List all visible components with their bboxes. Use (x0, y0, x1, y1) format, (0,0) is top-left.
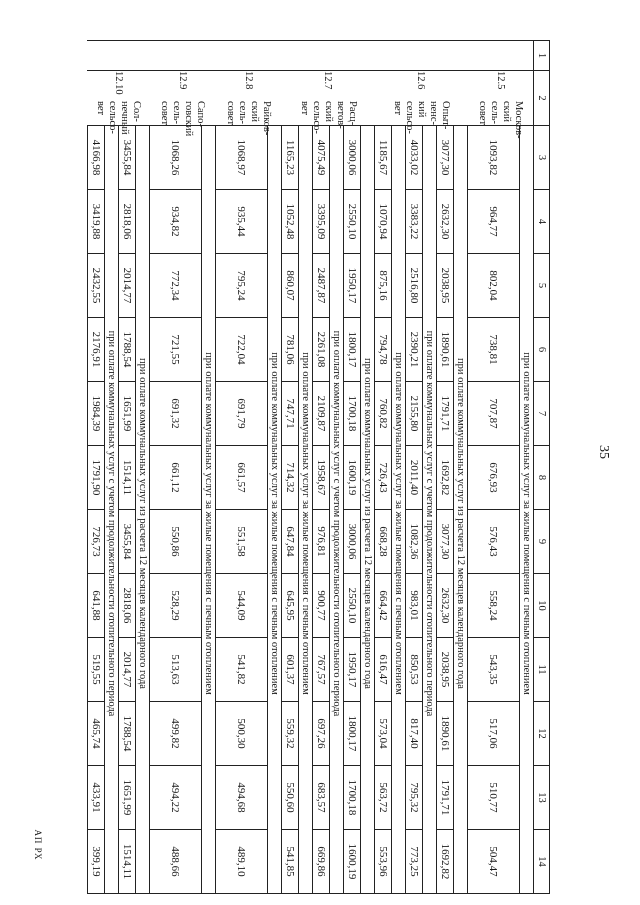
value-cell: 1070,94 (375, 190, 392, 254)
column-header: 6 (534, 318, 550, 382)
value-row (313, 41, 330, 894)
value-cell: 900,77 (313, 574, 330, 638)
value-cell: 4166,98 (88, 126, 105, 190)
value-cell: 1185,67 (375, 126, 392, 190)
column-header: 11 (534, 638, 550, 702)
value-cell: 1700,18 (344, 766, 361, 830)
value-row (282, 41, 299, 894)
value-cell: 794,78 (375, 318, 392, 382)
value-cell: 2014,77 (119, 638, 136, 702)
column-header: 10 (534, 574, 550, 638)
value-cell: 964,77 (468, 190, 520, 254)
column-header: 9 (534, 510, 550, 574)
value-cell: 714,32 (282, 446, 299, 510)
value-cell: 494,68 (216, 766, 268, 830)
value-cell: 1788,54 (119, 702, 136, 766)
note-text: при оплате коммунальных услуг за жилые помещения с печным отоплением (202, 126, 216, 894)
column-header: 8 (534, 446, 550, 510)
value-cell: 781,06 (282, 318, 299, 382)
value-row (344, 41, 361, 894)
value-cell: 3383,22 (406, 190, 423, 254)
note-row (299, 41, 313, 894)
value-cell: 983,01 (406, 574, 423, 638)
value-row (437, 41, 454, 894)
value-cell: 1800,17 (344, 702, 361, 766)
value-row (88, 41, 105, 894)
value-cell: 1958,67 (313, 446, 330, 510)
value-cell: 683,57 (313, 766, 330, 830)
value-cell: 1791,90 (88, 446, 105, 510)
value-cell: 1068,26 (150, 126, 202, 190)
value-cell: 551,58 (216, 510, 268, 574)
value-cell: 1984,39 (88, 382, 105, 446)
value-cell: 1791,71 (437, 382, 454, 446)
note-text: при оплате коммунальных услуг из расчета 12 месяцев календарного года (136, 126, 150, 894)
value-cell: 726,43 (375, 446, 392, 510)
municipality-name: Опыт-ненс-кий сельсо-вет (375, 71, 468, 126)
value-cell: 489,10 (216, 830, 268, 894)
value-cell: 661,57 (216, 446, 268, 510)
value-row (216, 41, 268, 894)
value-cell: 817,40 (406, 702, 423, 766)
column-header: 5 (534, 254, 550, 318)
value-cell: 513,63 (150, 638, 202, 702)
row-number: 12.6 (375, 41, 468, 71)
value-cell: 2390,21 (406, 318, 423, 382)
column-header: 2 (534, 71, 550, 126)
value-cell: 1651,99 (119, 382, 136, 446)
value-cell: 1800,17 (344, 318, 361, 382)
value-cell: 1052,48 (282, 190, 299, 254)
column-header: 1 (534, 41, 550, 71)
value-cell: 3419,88 (88, 190, 105, 254)
value-cell: 2550,10 (344, 574, 361, 638)
value-cell: 573,04 (375, 702, 392, 766)
value-cell: 860,07 (282, 254, 299, 318)
value-cell: 1950,17 (344, 254, 361, 318)
column-header: 13 (534, 766, 550, 830)
value-cell: 1082,36 (406, 510, 423, 574)
note-text: при оплате коммунальных услуг из расчета 12 месяцев календарного года (361, 126, 375, 894)
note-text: при оплате коммунальных услуг с учетом продолжительности отопительного периода (105, 126, 119, 894)
value-cell: 499,82 (150, 702, 202, 766)
value-cell: 543,35 (468, 638, 520, 702)
value-cell: 1600,19 (344, 830, 361, 894)
value-cell: 1890,61 (437, 318, 454, 382)
note-text: при оплате коммунальных услуг за жилые помещения с печным отоплением (268, 126, 282, 894)
tariff-table (84, 40, 550, 889)
footer-mark: АП РХ (33, 829, 43, 861)
column-header: 12 (534, 702, 550, 766)
value-cell: 875,16 (375, 254, 392, 318)
value-cell: 2155,80 (406, 382, 423, 446)
value-cell: 641,88 (88, 574, 105, 638)
value-cell: 707,87 (468, 382, 520, 446)
value-cell: 1700,18 (344, 382, 361, 446)
value-cell: 1651,99 (119, 766, 136, 830)
value-cell: 4033,02 (406, 126, 423, 190)
value-cell: 510,77 (468, 766, 520, 830)
value-cell: 722,04 (216, 318, 268, 382)
value-cell: 528,29 (150, 574, 202, 638)
value-row (468, 41, 520, 894)
value-row (406, 41, 423, 894)
note-text: при оплате коммунальных услуг за жилые помещения с печным отоплением (520, 126, 534, 894)
value-cell: 563,72 (375, 766, 392, 830)
note-row (392, 41, 406, 894)
value-cell: 601,37 (282, 638, 299, 702)
note-text: при оплате коммунальных услуг из расчета 12 месяцев календарного года (454, 126, 468, 894)
value-cell: 1890,61 (437, 702, 454, 766)
municipality-name: Сапо-говский сель-совет (150, 71, 216, 126)
note-row (361, 41, 375, 894)
note-row (423, 41, 437, 894)
note-row (330, 41, 344, 894)
value-cell: 726,73 (88, 510, 105, 574)
column-header: 14 (534, 830, 550, 894)
value-cell: 399,19 (88, 830, 105, 894)
value-row (150, 41, 202, 894)
row-number: 12.5 (468, 41, 534, 71)
value-cell: 3455,84 (119, 126, 136, 190)
value-cell: 494,22 (150, 766, 202, 830)
value-cell: 2432,55 (88, 254, 105, 318)
value-cell: 2632,30 (437, 574, 454, 638)
value-cell: 576,43 (468, 510, 520, 574)
value-cell: 773,25 (406, 830, 423, 894)
value-cell: 553,96 (375, 830, 392, 894)
note-row (454, 41, 468, 894)
value-cell: 1788,54 (119, 318, 136, 382)
value-cell: 2550,10 (344, 190, 361, 254)
value-cell: 2261,08 (313, 318, 330, 382)
value-cell: 1950,17 (344, 638, 361, 702)
value-cell: 2632,30 (437, 190, 454, 254)
note-row (202, 41, 216, 894)
value-cell: 517,06 (468, 702, 520, 766)
value-cell: 2011,40 (406, 446, 423, 510)
row-number: 12.9 (150, 41, 216, 71)
note-row (136, 41, 150, 894)
municipality-name: Москов-ский сель-совет (468, 71, 534, 126)
value-cell: 1692,82 (437, 446, 454, 510)
value-cell: 934,82 (150, 190, 202, 254)
value-cell: 738,81 (468, 318, 520, 382)
value-cell: 500,30 (216, 702, 268, 766)
value-cell: 504,47 (468, 830, 520, 894)
value-cell: 664,42 (375, 574, 392, 638)
value-cell: 697,26 (313, 702, 330, 766)
data-table (87, 40, 550, 894)
value-cell: 4075,49 (313, 126, 330, 190)
value-row (119, 41, 136, 894)
note-text: при оплате коммунальных услуг за жилые помещения с печным отоплением (299, 126, 313, 894)
value-cell: 795,24 (216, 254, 268, 318)
header-row (534, 41, 550, 894)
value-cell: 767,57 (313, 638, 330, 702)
value-row (375, 41, 392, 894)
value-cell: 668,28 (375, 510, 392, 574)
note-text: при оплате коммунальных услуг с учетом продолжительности отопительного периода (330, 126, 344, 894)
value-cell: 669,86 (313, 830, 330, 894)
value-cell: 2014,77 (119, 254, 136, 318)
row-number: 12.7 (282, 41, 375, 71)
value-cell: 2176,91 (88, 318, 105, 382)
value-cell: 691,79 (216, 382, 268, 446)
value-cell: 1600,19 (344, 446, 361, 510)
municipality-name: Расц-ветов-ский сельсо-вет (282, 71, 375, 126)
value-cell: 2109,87 (313, 382, 330, 446)
value-cell: 721,55 (150, 318, 202, 382)
row-number: 12.10 (88, 41, 150, 71)
value-cell: 2038,95 (437, 638, 454, 702)
note-text: при оплате коммунальных услуг за жилые помещения с печным отоплением (392, 126, 406, 894)
municipality-name: Сол-нечный сельсо-вет (88, 71, 150, 126)
value-cell: 488,66 (150, 830, 202, 894)
note-text: при оплате коммунальных услуг с учетом продолжительности отопительного периода (423, 126, 437, 894)
value-cell: 550,86 (150, 510, 202, 574)
note-row (520, 41, 534, 894)
value-cell: 433,91 (88, 766, 105, 830)
value-cell: 541,82 (216, 638, 268, 702)
value-cell: 2818,06 (119, 574, 136, 638)
value-cell: 3000,06 (344, 126, 361, 190)
value-cell: 519,55 (88, 638, 105, 702)
value-cell: 465,74 (88, 702, 105, 766)
value-cell: 616,47 (375, 638, 392, 702)
value-cell: 747,71 (282, 382, 299, 446)
value-cell: 1791,71 (437, 766, 454, 830)
note-row (268, 41, 282, 894)
municipality-name: Райков-ский сель-совет (216, 71, 282, 126)
value-cell: 2038,95 (437, 254, 454, 318)
value-cell: 550,60 (282, 766, 299, 830)
value-cell: 3395,09 (313, 190, 330, 254)
value-cell: 676,93 (468, 446, 520, 510)
value-cell: 1514,11 (119, 446, 136, 510)
value-cell: 544,09 (216, 574, 268, 638)
value-cell: 850,53 (406, 638, 423, 702)
value-cell: 558,24 (468, 574, 520, 638)
value-cell: 2487,87 (313, 254, 330, 318)
value-cell: 3077,30 (437, 126, 454, 190)
value-cell: 661,12 (150, 446, 202, 510)
value-cell: 1165,23 (282, 126, 299, 190)
value-cell: 559,32 (282, 702, 299, 766)
rotated-table-container (84, 40, 550, 889)
value-cell: 760,82 (375, 382, 392, 446)
column-header: 3 (534, 126, 550, 190)
value-cell: 645,95 (282, 574, 299, 638)
value-cell: 976,81 (313, 510, 330, 574)
value-cell: 802,04 (468, 254, 520, 318)
value-cell: 772,34 (150, 254, 202, 318)
note-row (105, 41, 119, 894)
value-cell: 1068,97 (216, 126, 268, 190)
value-cell: 1514,11 (119, 830, 136, 894)
value-cell: 2516,80 (406, 254, 423, 318)
value-cell: 935,44 (216, 190, 268, 254)
value-cell: 3000,06 (344, 510, 361, 574)
page-number: 35 (596, 445, 611, 459)
value-cell: 691,32 (150, 382, 202, 446)
value-cell: 1093,82 (468, 126, 520, 190)
column-header: 4 (534, 190, 550, 254)
column-header: 7 (534, 382, 550, 446)
value-cell: 795,32 (406, 766, 423, 830)
row-number: 12.8 (216, 41, 282, 71)
value-cell: 1692,82 (437, 830, 454, 894)
value-cell: 2818,06 (119, 190, 136, 254)
value-cell: 541,85 (282, 830, 299, 894)
value-cell: 647,84 (282, 510, 299, 574)
value-cell: 3455,84 (119, 510, 136, 574)
value-cell: 3077,30 (437, 510, 454, 574)
